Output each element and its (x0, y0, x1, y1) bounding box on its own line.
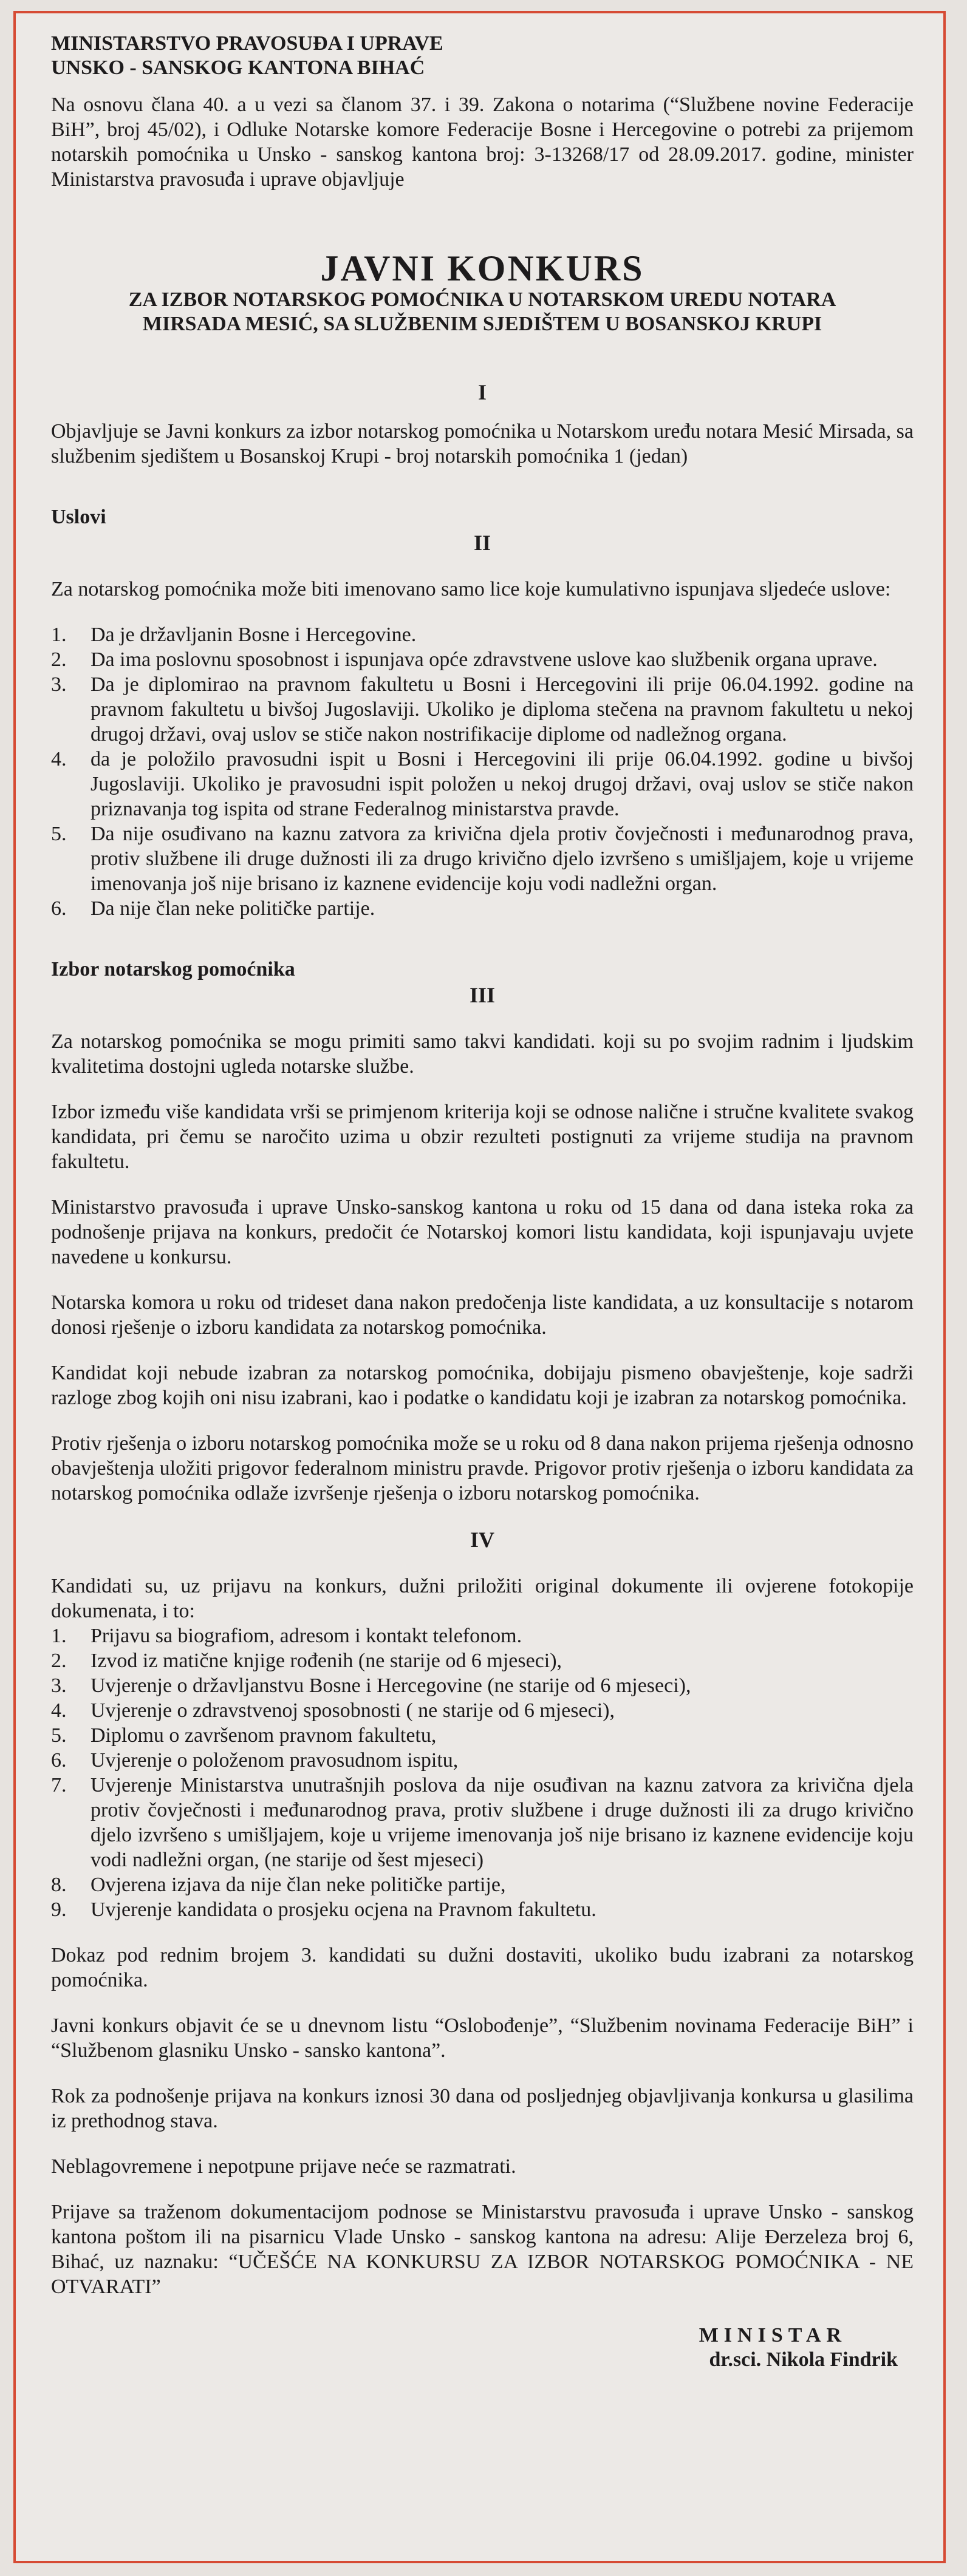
section-4-intro: Kandidati su, uz prijavu na konkurs, dužni priložiti original dokumente ili ovjerene fotokopije dokumenata, i to: (51, 1575, 914, 1622)
document-title: JAVNI KONKURS (320, 248, 644, 288)
list-item: 4. Uvjerenje o zdravstvenoj sposobnosti ( ne starije od 6 mjeseci), (51, 1699, 615, 1722)
list-item: 5. Diplomu o završenom pravnom fakultetu, (51, 1724, 437, 1747)
document-subtitle (51, 288, 914, 336)
section-numeral-3: III (469, 983, 496, 1007)
documents-list (51, 1623, 914, 1922)
section-numeral-1: I (477, 380, 487, 404)
list-item: 1. Da je državljanin Bosne i Hercegovine. (51, 624, 417, 646)
signature-block (51, 2323, 914, 2372)
section-1-text: Objavljuje se Javni konkurs za izbor notarskog pomoćnika u Notarskom uređu notara Mesić Mirsada, sa službenim sjedištem u Bosanskoj Krupi - broj notarskih pomoćnika 1 (jedan) (51, 420, 914, 467)
conditions-list (51, 622, 914, 921)
list-item: 3. Da je diplomirao na pravnom fakultetu u Bosni i Hercegovini ili prije 06.04.1992. godine na pravnom fakultetu u bivšoj Jugoslaviji. Ukoliko je diploma stečena na pravnom fakultetu u nekoj drugoj državi, ovaj uslov se stiče nakon nostrifikacije diplome od nadležnog organa. (51, 673, 914, 746)
subtitle-line2: MIRSADA MESIĆ, SA SLUŽBENIM SJEDIŠTEM U BOSANSKOJ KRUPI (142, 313, 822, 335)
section-4-paragraph: Javni konkurs objavit će se u dnevnom listu “Oslobođenje”, “Službenim novinama Federacije BiH” i “Službenom glasniku Unsko - sansko kantona”. (51, 2014, 914, 2062)
section-numeral-4: IV (470, 1528, 494, 1552)
list-item: 2. Da ima poslovnu sposobnost i ispunjava opće zdravstvene uslove kao službenik organa uprave. (51, 648, 878, 671)
ministry-name-line2: UNSKO - SANSKOG KANTONA BIHAĆ (51, 56, 425, 79)
list-item: 9. Uvjerenje kandidata o prosjeku ocjena na Pravnom fakultetu. (51, 1898, 596, 1921)
section-heading-selection: Izbor notarskog pomoćnika (51, 958, 295, 980)
section-numeral-2: II (473, 531, 491, 555)
signature-name: dr.sci. Nikola Findrik (709, 2348, 898, 2371)
list-item: 5. Da nije osuđivano na kaznu zatvora za krivična djela protiv čovječnosti i međunarodnog prava, protiv službene ili druge dužnosti ili za drugo krivično djelo izvršeno s umišljajem, koje u vrijeme imenovanja još nije brisano iz kaznene evidencije koju vodi nadležni organ. (51, 823, 914, 895)
section-4-paragraph: Dokaz pod rednim brojem 3. kandidati su dužni dostaviti, ukoliko budu izabrani za notarskog pomoćnika. (51, 1944, 914, 1991)
list-item: 8. Ovjerena izjava da nije član neke političke partije, (51, 1874, 506, 1896)
list-item: 1. Prijavu sa biografiom, adresom i kontakt telefonom. (51, 1625, 522, 1647)
subtitle-line1: ZA IZBOR NOTARSKOG POMOĆNIKA U NOTARSKOM UREDU NOTARA (128, 288, 836, 311)
section-4-paragraph: Neblagovremene i nepotpune prijave neće se razmatrati. (51, 2155, 516, 2178)
list-item: 4. da je položilo pravosudni ispit u Bosni i Hercegovini ili prije 06.04.1992. godine u bivšoj Jugoslaviji. Ukoliko je pravosudni ispit položen u nekoj drugoj državi, ovaj uslov se stiče nakon priznavanja tog ispita od strane Federalnog ministarstva pravde. (51, 748, 914, 820)
section-3-paragraph: Za notarskog pomoćnika se mogu primiti samo takvi kandidati. koji su po svojim radnim i ljudskim kvalitetima dostojni ugleda notarske službe. (51, 1030, 914, 1078)
section-4-paragraph: Prijave sa traženom dokumentacijom podnose se Ministarstvu pravosuđa i uprave Unsko - sanskog kantona poštom ili na pisarnicu Vlade Unsko - sanskog kantona na adresu: Alije Đerzeleza broj 6, Bihać, uz naznaku: “UČEŠĆE NA KONKURSU ZA IZBOR NOTARSKOG POMOĆNIKA - NE OTVARATI” (51, 2201, 914, 2298)
list-item: 7. Uvjerenje Ministarstva unutrašnjih poslova da nije osuđivan na kaznu zatvora za krivična djela protiv čovječnosti i međunarodnog prava, protiv službene i druge dužnosti ili za drugo krivično djelo izvršeno s umišljajem, koje u vrijeme imenovanja još nije brisano iz kaznene evidencije koju vodi nadležni organ, (ne starije od šest mjeseci) (51, 1774, 914, 1871)
ministry-name-line1: MINISTARSTVO PRAVOSUĐA I UPRAVE (51, 32, 443, 55)
section-heading-conditions: Uslovi (51, 506, 106, 528)
announcement-content (51, 32, 914, 2372)
section-3-paragraph: Ministarstvo pravosuđa i uprave Unsko-sanskog kantona u roku od 15 dana od dana isteka roka za podnošenje prijava na konkurs, predočit će Notarskoj komori listu kandidata, koji ispunjavaju uvjete navedene u konkursu. (51, 1196, 914, 1268)
ministry-header (51, 32, 914, 80)
section-3-paragraph: Izbor između više kandidata vrši se primjenom kriterija koji se odnose nalične i stručne kvalitete svakog kandidata, pri čemu se naročito uzima u obzir rezulteti postignuti za vrijeme studija na pravnom fakultetu. (51, 1101, 914, 1173)
legal-basis-paragraph: Na osnovu člana 40. a u vezi sa članom 37. i 39. Zakona o notarima (“Službene novine Federacije BiH”, broj 45/02), i Odluke Notarske komore Federacije Bosne i Hercegovine o potrebi za prijemom notarskih pomoćnika u Unsko - sanskog kantona broj: 3-13268/17 od 28.09.2017. godine, minister Ministarstva pravosuđa i uprave objavljuje (51, 93, 914, 191)
list-item: 6. Da nije član neke političke partije. (51, 897, 375, 920)
signature-title: MINISTAR (699, 2324, 847, 2347)
section-3-paragraph: Notarska komora u roku od trideset dana nakon predočenja liste kandidata, a uz konsultacije s notarom donosi rješenje o izboru kandidata za notarskog pomoćnika. (51, 1291, 914, 1339)
list-item: 6. Uvjerenje o položenom pravosudnom ispitu, (51, 1749, 459, 1772)
section-3-paragraph: Protiv rješenja o izboru notarskog pomoćnika može se u roku od 8 dana nakon prijema rješenja odnosno obavještenja uložiti prigovor federalnom ministru pravde. Prigovor protiv rješenja o izboru kandidata za notarskog pomoćnika odlaže izvršenje rješenja o izboru notarskog pomoćnika. (51, 1432, 914, 1504)
announcement-frame (13, 11, 946, 2563)
section-2-intro: Za notarskog pomoćnika može biti imenovano samo lice koje kumulativno ispunjava sljedeće uslove: (51, 578, 891, 600)
list-item: 2. Izvod iz matične knjige rođenih (ne starije od 6 mjeseci), (51, 1650, 562, 1672)
list-item: 3. Uvjerenje o državljanstvu Bosne i Hercegovine (ne starije od 6 mjeseci), (51, 1674, 691, 1697)
section-3-paragraph: Kandidat koji nebude izabran za notarskog pomoćnika, dobijaju pismeno obavještenje, koje sadrži razloge zbog kojih oni nisu izabrani, kao i podatke o kandidatu koji je izabran za notarskog pomoćnika. (51, 1362, 914, 1409)
section-4-paragraph: Rok za podnošenje prijava na konkurs iznosi 30 dana od posljednjeg objavljivanja konkursa u glasilima iz prethodnog stava. (51, 2085, 914, 2132)
